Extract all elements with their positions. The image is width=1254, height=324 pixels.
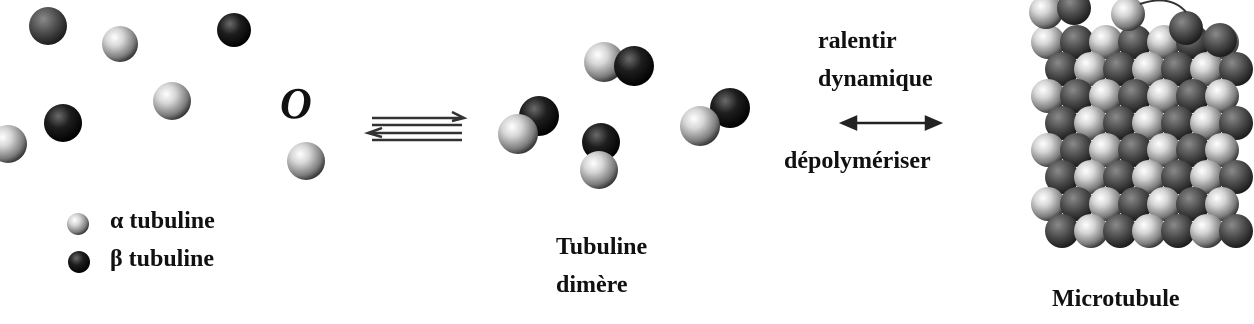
dimer-alpha [680,106,720,146]
microtubule-beta-subunit [1219,214,1253,248]
dimer-alpha [580,151,618,189]
label-dynamique: dynamique [818,66,933,92]
monomer-alpha [102,26,138,62]
microtubule-cap-subunit [1169,11,1203,45]
double-arrow [842,117,940,129]
microtubule-cap-subunit [1203,23,1237,57]
monomer-alpha [153,82,191,120]
microtubule-cylinder [1029,0,1253,248]
monomer-beta [217,13,251,47]
microtubule-cap-outline [1140,0,1186,12]
odd-symbol: O [280,79,312,128]
dimer-alpha [498,114,538,154]
dimer-caption-line2: dimère [556,272,628,298]
monomer-alpha [0,125,27,163]
label-ralentir: ralentir [818,28,897,54]
microtubule-cap-subunit [1057,0,1091,25]
monomer-alpha [287,142,325,180]
label-depolymeriser: dépolymériser [784,148,931,174]
free-monomers [0,7,325,180]
monomer-dark-grey [29,7,67,45]
dimer-beta [614,46,654,86]
legend-beta-label: β tubuline [110,246,215,272]
microtubule-alpha-subunit [1132,214,1166,248]
microtubule-caption: Microtubule [1052,286,1180,312]
legend-beta-icon [68,251,90,273]
equilibrium-arrows [368,112,464,140]
dimer-caption-line1: Tubuline [556,234,648,260]
microtubule-alpha-subunit [1074,214,1108,248]
microtubule-beta-subunit [1103,214,1137,248]
monomer-beta [44,104,82,142]
tubulin-dimers [498,42,750,189]
microtubule-beta-subunit [1161,214,1195,248]
microtubule-beta-subunit [1045,214,1079,248]
legend-alpha-label: α tubuline [110,208,215,234]
microtubule-alpha-subunit [1190,214,1224,248]
legend-alpha-icon [67,213,89,235]
